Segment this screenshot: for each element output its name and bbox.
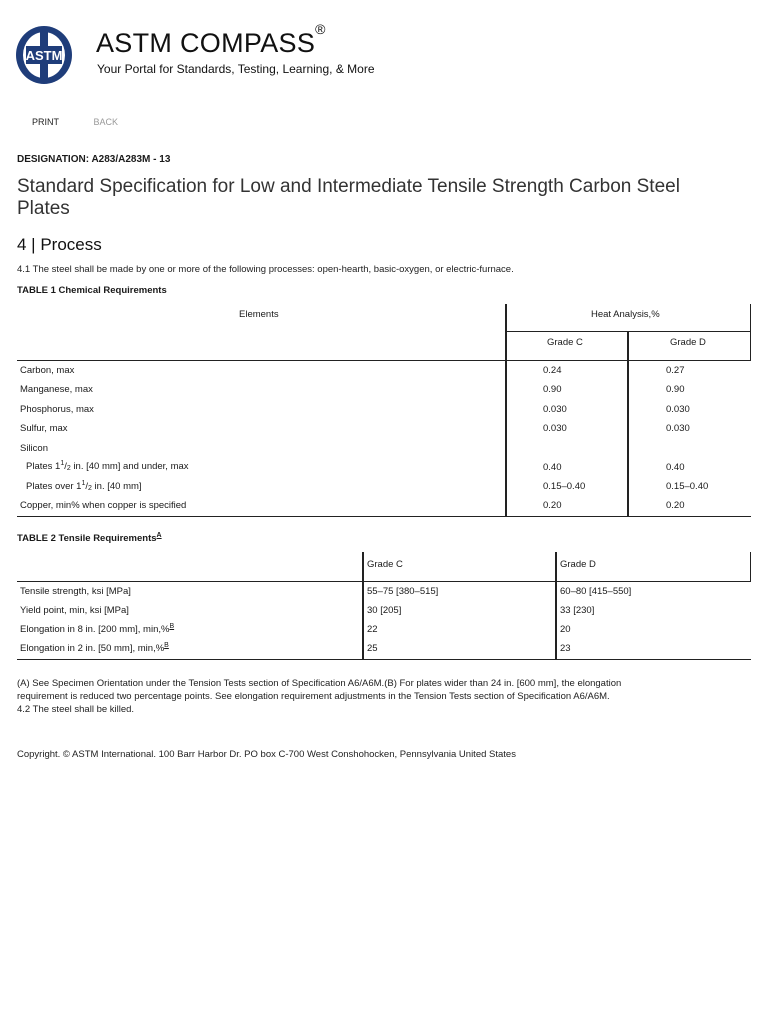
astm-logo-icon[interactable] [14,24,82,86]
table-cell: 0.030 [666,404,690,415]
table-cell: 0.20 [543,500,562,511]
logo-text: ASTM [25,48,63,63]
footnote-ref-a[interactable]: A [156,532,162,539]
table-cell: 30 [205] [367,605,402,616]
table-row-label: Silicon [20,443,48,454]
table-cell: 0.90 [543,384,562,395]
table-line [627,332,629,360]
table-line [627,361,629,516]
table-line [750,332,751,360]
site-header [14,21,754,86]
table1-caption: TABLE 1 Chemical Requirements [17,285,167,296]
toolbar [32,117,150,127]
table-line [555,552,557,660]
table-cell: 25 [367,643,378,654]
table-cell: 0.90 [666,384,685,395]
table-cell: 23 [560,643,571,654]
table-cell: 0.24 [543,365,562,376]
table-cell: 33 [230] [560,605,595,616]
tensile-requirements-table [17,552,751,660]
chemical-requirements-table [17,304,751,516]
back-button[interactable]: BACK [93,117,119,127]
table-row-label: Carbon, max [20,365,75,376]
table-line [750,304,751,332]
table-row-label: Elongation in 8 in. [200 mm], min,%$^B$ [20,623,175,635]
table-cell: 60–80 [415–550] [560,586,632,597]
table-row-label: Elongation in 2 in. [50 mm], min,%$^B$ [20,642,169,654]
footnote-line: requirement is reduced two percentage points. See elongation requirement adjustments in the Tension Tests section of Specification A6/A6M. [17,691,610,702]
paragraph-4-1: 4.1 The steel shall be made by one or more of the following processes: open-hearth, basic-oxygen, or electric-furnace. [17,264,514,275]
table-cell: 22 [367,624,378,635]
table-line [17,516,751,517]
table-line [362,552,364,660]
col-header-heat-analysis: Heat Analysis,% [591,309,660,320]
brand-title: ASTM COMPASS® [96,21,326,58]
table-cell: 55–75 [380–515] [367,586,439,597]
brand-subtitle: Your Portal for Standards, Testing, Learning, & More [97,62,375,76]
designation: DESIGNATION: A283/A283M - 13 [17,154,171,165]
footnote-ref-b[interactable]: B [169,623,175,630]
table-row-label: Copper, min% when copper is specified [20,500,187,511]
table-cell: 0.20 [666,500,685,511]
table-cell: 0.15–0.40 [666,481,709,492]
table2-caption: TABLE 2 Tensile Requirements$^A$ [17,532,162,545]
col-header-elements: Elements [239,309,279,320]
table-row-label: Tensile strength, ksi [MPa] [20,586,131,597]
table-cell: 0.40 [543,462,562,473]
col-header-grade-d: Grade D [670,337,706,348]
table-row-label: Manganese, max [20,384,93,395]
footnotes [17,677,737,716]
footnote-line: (A) See Specimen Orientation under the Tension Tests section of Specification A6/A6M.(B) For plates wider than 24 in. [600 mm], the elongation [17,678,622,689]
print-button[interactable]: PRINT [32,117,59,127]
table-line [17,581,751,582]
table-line [17,659,751,660]
footnote-ref-b[interactable]: B [164,642,169,649]
col-header-grade-d: Grade D [560,559,596,570]
table-cell: 0.15–0.40 [543,481,586,492]
table-row-label: Plates over $1^1/2$ in. [40 mm] [26,480,142,492]
table-cell: 0.030 [543,423,567,434]
table-cell: 0.40 [666,462,685,473]
table-cell: 0.030 [543,404,567,415]
copyright: Copyright. © ASTM International. 100 Barr Harbor Dr. PO box C-700 West Conshohocken, Pennsylvania United States [17,749,516,760]
page-title: Standard Specification for Low and Intermediate Tensile Strength Carbon Steel Plates [17,176,680,219]
table-row-label: Plates $1^1/2$ in. [40 mm] and under, max [26,460,189,472]
table-line [505,361,507,516]
col-header-grade-c: Grade C [547,337,583,348]
col-header-grade-c: Grade C [367,559,403,570]
table-row-label: Phosphorus, max [20,404,94,415]
table-cell: 20 [560,624,571,635]
table-line [750,552,751,581]
section-heading: 4 | Process [17,235,102,254]
table-line [505,304,507,360]
table-row-label: Sulfur, max [20,423,68,434]
table-line [17,360,751,361]
table-cell: 0.27 [666,365,685,376]
table-cell: 0.030 [666,423,690,434]
table-row-label: Yield point, min, ksi [MPa] [20,605,129,616]
paragraph-4-2: 4.2 The steel shall be killed. [17,704,135,715]
